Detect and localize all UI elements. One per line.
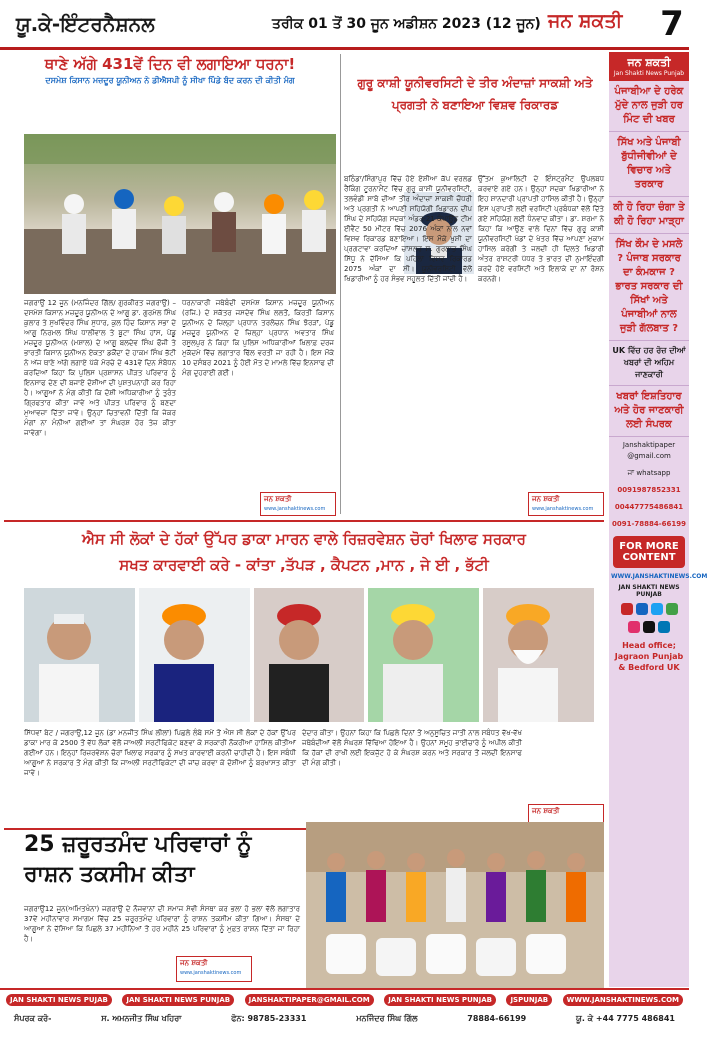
portrait-2: [139, 588, 250, 722]
sidebar-email[interactable]: Janshaktipaper @gmail.com: [622, 441, 676, 460]
portrait-5: [483, 588, 594, 722]
story2-body-col1: ਬਠਿੰਡਾ/ਸਿੰਗਾਪੁਰ ਵਿੱਚ ਹੋਏ ਏਸ਼ੀਆ ਕੱਪ ਵਰਲਡ ਰੈਂਕਿੰਗ ਟੂਰਨਾਮੈਂਟ ਵਿੱਚ ਗੁਰੂ ਕਾਸ਼ੀ ਯੂਨੀਵਰਸਿਟੀ, ਤਲਵੰਡੀ ਸਾਬੋ ਦੀਆਂ ਤੀਰ ਅੰਦਾਜ਼ਾਂ ਸਾਕਸ਼ੀ ਚੌਧਰੀ ਅਤੇ ਪ੍ਰਗਤੀ ਨੇ ਆਪਣੀ ਸਹਿਯੋਗੀ ਖਿਡਾਰਨ ਦੀਪ ਸਿੰਘ ਦੇ ਸਹਿਯੋਗ ਸਦਕਾ ਅੰਡਰ-21 ਕੰਪਾਊਂਡ ਟੀਮ ਈਵੈਂਟ 50 ਮੀਟਰ ਵਿੱਚ 2076 ਅੰਕਾਂ ਨਾਲ ਨਵਾਂ ਵਿਸ਼ਵ ਰਿਕਾਰਡ ਬਣਾਇਆ। ਇਸ ਮੌਕੇ ਖੁਸ਼ੀ ਦਾ ਪ੍ਰਗਟਾਵਾ ਕਰਦਿਆਂ ਚਾਂਸਲਰ ਸ. ਗੁਰਲਾਭ ਸਿੰਘ ਸਿੱਧੂ ਨੇ ਦੱਸਿਆ ਕਿ ਪਹਿਲਾਂ ਵਿਸ਼ਵ ਰਿਕਾਰਡ 2075 ਅੰਕਾਂ ਦਾ ਸੀ। ਯੂਨੀਵਰਸਿਟੀ ਵੱਲੋਂ ਖਿਡਾਰੀਆਂ ਨੂੰ ਹਰ ਸੰਭਵ ਸਹੂਲਤ ਦਿੱਤੀ ਜਾਂਦੀ ਹੈ।: [344, 175, 472, 283]
footer-link-2[interactable]: JAN SHAKTI NEWS PUNJAB: [122, 994, 234, 1006]
sidebar-block-4: ਸਿੱਖ ਕੌਮ ਦੇ ਮਸਲੇ ? ਪੰਜਾਬ ਸਰਕਾਰ ਦਾ ਕੰਮਕਾਜ ? ਭਾਰਤ ਸਰਕਾਰ ਦੀ ਸਿੱਖਾਂ ਅਤੇ ਪੰਜਾਬੀਆਂ ਨਾਲ ਜੁੜੀ ਗੱਲਬਾਤ ?: [609, 234, 689, 341]
portrait-4-illustration: [368, 588, 479, 722]
mini-ad-2[interactable]: [528, 492, 604, 516]
story3-subhead: ਸਖਤ ਕਾਰਵਾਈ ਕਰੇ - ਕਾਂਤਾ ,ਤੱਪੜ , ਕੈਪਟਨ ,ਮਾਨ , ਜੇ ਈ , ਭੱਟੀ: [119, 556, 489, 574]
footer-contact-label: ਸੰਪਰਕ ਕਰੋ-: [14, 1014, 52, 1023]
story1-subhead: ਦਸਮੇਸ਼ ਕਿਸਾਨ ਮਜ਼ਦੂਰ ਯੂਨੀਅਨ ਨੇ ਡੀਐਸਪੀ ਨੂੰ ਸੀਖਾ ਪਿੰਡੇ ਬੰਦ ਕਰਨ ਦੀ ਕੀਤੀ ਮੰਗ: [45, 76, 295, 85]
footer-links: [0, 990, 689, 1006]
story3-body-col2: ਦੇਦਾਰ ਕੀਤਾ। ਉਹਨਾਂ ਕਿਹਾ ਕਿ ਪਿਛਲੇ ਦਿਨਾਂ ਤੋਂ ਅਨੁਸੂਚਿਤ ਜਾਤੀ ਨਾਲ ਸਬੰਧਤ ਵੱਖ-ਵੱਖ ਜਥੇਬੰਦੀਆਂ ਵੱਲੋਂ ਸੰਘਰਸ਼ ਵਿੱਢਿਆ ਹੋਇਆ ਹੈ। ਉਹਨਾਂ ਸਮੂਹ ਭਾਈਚਾਰੇ ਨੂੰ ਅਪੀਲ ਕੀਤੀ ਕਿ ਹੱਕਾਂ ਦੀ ਰਾਖੀ ਲਈ ਇਕਜੁੱਟ ਹੋ ਕੇ ਸੰਘਰਸ਼ ਕਰਨ ਅਤੇ ਸਰਕਾਰ ਤੋਂ ਜਲਦੀ ਇਨਸਾਫ ਦੀ ਮੰਗ ਕੀਤੀ।: [302, 729, 522, 767]
page-number: 7: [660, 4, 684, 44]
footer-link-3[interactable]: JANSHAKTIPAPER@GMAIL.COM: [245, 994, 374, 1006]
story1-body-col2: ਧਰਨਾਕਾਰੀ ਜਥੇਬੰਦੀ ਦਸਮੇਸ਼ ਕਿਸਾਨ ਮਜ਼ਦੂਰ ਯੂਨੀਅਨ (ਰਜਿ.) ਦੇ ਸਕੱਤਰ ਜਸਦੇਵ ਸਿੰਘ ਲਲਤੋਂ, ਕਿਰਤੀ ਕਿਸਾਨ ਯੂਨੀਅਨ ਦੇ ਜ਼ਿਲ੍ਹਾ ਪ੍ਰਧਾਨ ਤਰਲੋਚਨ ਸਿੰਘ ਝੋਰੜਾਂ, ਪੇਂਡੂ ਮਜ਼ਦੂਰ ਯੂਨੀਅਨ ਦੇ ਜ਼ਿਲ੍ਹਾ ਪ੍ਰਧਾਨ ਅਵਤਾਰ ਸਿੰਘ ਰਸੂਲਪੁਰ ਨੇ ਕਿਹਾ ਕਿ ਪੁਲਿਸ ਅਧਿਕਾਰੀਆਂ ਖ਼ਿਲਾਫ਼ ਦਰਜ ਮੁਕੱਦਮੇ ਵਿੱਚ ਲਗਾਤਾਰ ਢਿੱਲ ਵਰਤੀ ਜਾ ਰਹੀ ਹੈ। ਇਸ ਮੌਕੇ 10 ਦਸੰਬਰ 2021 ਨੂੰ ਹੋਈ ਮੌਤ ਦੇ ਮਾਮਲੇ ਵਿੱਚ ਇਨਸਾਫ ਦੀ ਮੰਗ ਦੁਹਰਾਈ ਗਈ।: [182, 299, 334, 377]
story3-body-col1: ਸਿੱਧਵਾਂ ਬੇਟ / ਜਗਰਾਉਂ,12 ਜੂਨ (ਡਾ ਮਨਜੀਤ ਸਿੰਘ ਲੀਲਾਂ) ਪਿਛਲੇ ਲੰਬੇ ਸਮੇਂ ਤੋਂ ਐਸ ਸੀ ਲੋਕਾਂ ਦੇ ਹੱਕਾਂ ਉੱਪਰ ਡਾਕਾ ਮਾਰ ਕੇ 2500 ਤੋਂ ਵੱਧ ਲੋਕਾਂ ਵੱਲੋਂ ਜਾਅਲੀ ਸਰਟੀਫਿਕੇਟ ਬਣਵਾ ਕੇ ਸਰਕਾਰੀ ਨੌਕਰੀਆਂ ਹਾਸਿਲ ਕੀਤੀਆਂ ਗਈਆਂ ਹਨ। ਇਨ੍ਹਾਂ ਰਿਜ਼ਰਵੇਸ਼ਨ ਚੋਰਾਂ ਖਿਲਾਫ ਸਰਕਾਰ ਨੂੰ ਸਖਤ ਕਾਰਵਾਈ ਕਰਨੀ ਚਾਹੀਦੀ ਹੈ। ਇਸ ਸਬੰਧੀ ਆਗੂਆਂ ਨੇ ਸਰਕਾਰ ਤੋਂ ਮੰਗ ਕੀਤੀ ਕਿ ਜਾਅਲੀ ਸਰਟੀਫਿਕੇਟਾਂ ਦੀ ਜਾਂਚ ਕਰਵਾ ਕੇ ਦੋਸ਼ੀਆਂ ਨੂੰ ਬਰਖਾਸਤ ਕੀਤਾ ਜਾਵੇ।: [24, 729, 296, 777]
story2-header: [344, 72, 606, 128]
footer-link-1[interactable]: JAN SHAKTI NEWS PUJAB: [6, 994, 112, 1006]
footer-phone-india[interactable]: ਫੋਨ: 98785-23331: [231, 1014, 307, 1023]
story3-header: [4, 526, 604, 582]
sidebar-block-1: ਪੰਜਾਬੀਆ ਦੇ ਹਰੇਕ ਮੁੱਦੇ ਨਾਲ ਜੁੜੀ ਹਰ ਮਿੰਟ ਦੀ ਖਬਰ: [609, 81, 689, 132]
mini-ad-2-site: www.janshaktinews.com: [532, 506, 594, 512]
story4-body: ਜਗਰਾਉਂ12 ਜੂਨ(ਅਮਿਤਖੰਨਾ) ਜਗਰਾਉਂ ਦੇ ਨੌਜਵਾਨਾਂ ਦੀ ਸਮਾਜ ਸੇਵੀ ਸੰਸਥਾ ਕਰ ਭਲਾ ਹੋ ਭਲਾ ਵੱਲੋਂ ਲਗਾਤਾਰ 37ਵੇਂ ਮਹੀਨਾਵਾਰ ਸਮਾਗਮ ਵਿੱਚ 25 ਜ਼ਰੂਰਤਮੰਦ ਪਰਿਵਾਰਾਂ ਨੂੰ ਰਾਸ਼ਨ ਤਕਸੀਮ ਕੀਤਾ ਗਿਆ। ਸੰਸਥਾ ਦੇ ਆਗੂਆਂ ਨੇ ਦੱਸਿਆ ਕਿ ਪਿਛਲੇ 37 ਮਹੀਨਿਆਂ ਤੋਂ ਹਰ ਮਹੀਨੇ 25 ਪਰਿਵਾਰਾਂ ਨੂੰ ਮੁਫ਼ਤ ਰਾਸ਼ਨ ਦਿੱਤਾ ਜਾ ਰਿਹਾ ਹੈ।: [24, 905, 300, 943]
footer-link-5[interactable]: JSPUNJAB: [506, 994, 552, 1006]
story1-body-col1: ਜਗਰਾਉਂ 12 ਜੂਨ (ਮਨਜਿੰਦਰ ਗਿੱਲ/ ਗੁਰਕੀਰਤ ਜਗਰਾਉਂ) – ਦਸਮੇਸ਼ ਕਿਸਾਨ ਮਜ਼ਦੂਰ ਯੂਨੀਅਨ ਦੇ ਆਗੂ ਡਾ. ਗੁਰਮੇਲ ਸਿੰਘ ਕੁਲਾਰ ਤੇ ਸੁਖਵਿੰਦਰ ਸਿੰਘ ਸੁਧਾਰ, ਕੁਲ ਹਿੰਦ ਕਿਸਾਨ ਸਭਾ ਦੇ ਆਗੂ ਨਿਰਮਲ ਸਿੰਘ ਧਾਲੀਵਾਲ ਤੇ ਬੂਟਾ ਸਿੰਘ ਹਾਂਸ, ਪੇਂਡੂ ਮਜ਼ਦੂਰ ਯੂਨੀਅਨ (ਮਸ਼ਾਲ) ਦੇ ਆਗੂ ਬਲਦੇਵ ਸਿੰਘ ਫੌਜੀ ਤੇ ਭਾਰਤੀ ਕਿਸਾਨ ਯੂਨੀਅਨ ਏਕਤਾ ਡਕੌਂਦਾ ਦੇ ਹਾਕਮ ਸਿੰਘ ਭੱਟੀ ਨੇ ਅੱਜ ਥਾਣੇ ਅੱਗੇ ਲਗਾਏ ਪੱਕੇ ਮੋਰਚੇ ਦੇ 431ਵੇਂ ਦਿਨ ਸੰਬੋਧਨ ਕਰਦਿਆਂ ਕਿਹਾ ਕਿ ਪੁਲਿਸ ਪ੍ਰਸ਼ਾਸਨ ਪੀੜਤ ਪਰਿਵਾਰ ਨੂੰ ਇਨਸਾਫ ਦੇਣ ਦੀ ਬਜਾਏ ਦੋਸ਼ੀਆਂ ਦੀ ਪੁਸ਼ਤਪਨਾਹੀ ਕਰ ਰਿਹਾ ਹੈ। ਆਗੂਆਂ ਨੇ ਮੰਗ ਕੀਤੀ ਕਿ ਦੋਸ਼ੀ ਅਧਿਕਾਰੀਆਂ ਨੂੰ ਤੁਰੰਤ ਗ੍ਰਿਫਤਾਰ ਕੀਤਾ ਜਾਵੇ ਅਤੇ ਪੀੜਤ ਪਰਿਵਾਰ ਨੂੰ ਬਣਦਾ ਮੁਆਵਜ਼ਾ ਦਿੱਤਾ ਜਾਵੇ। ਉਨ੍ਹਾਂ ਚਿਤਾਵਨੀ ਦਿੱਤੀ ਕਿ ਜੇਕਰ ਮੰਗਾਂ ਨਾ ਮੰਨੀਆਂ ਗਈਆਂ ਤਾਂ ਸੰਘਰਸ਼ ਹੋਰ ਤੇਜ਼ ਕੀਤਾ ਜਾਵੇਗਾ।: [24, 299, 176, 437]
edition-date: ਤਰੀਕ 01 ਤੋਂ 30 ਜੂਨ ਅਡੀਸ਼ਨ 2023 (12 ਜੂਨ): [272, 16, 541, 32]
footer-contacts: [0, 1006, 689, 1024]
main-content: [0, 52, 607, 987]
linkedin-icon[interactable]: [658, 621, 670, 633]
story4-photo: [306, 822, 604, 988]
twitter-icon[interactable]: [651, 603, 663, 615]
footer-phone-india-2[interactable]: 78884-66199: [467, 1014, 527, 1023]
story2-body-col2: ਉੱਤਮ ਕੁਆਲਿਟੀ ਦੇ ਇੰਸਟ੍ਰਮੈਂਟ ਉਪਲਬਧ ਕਰਵਾਏ ਗਏ ਹਨ। ਉਨ੍ਹਾਂ ਸਦਕਾ ਖਿਡਾਰੀਆਂ ਨੇ ਇਹ ਸ਼ਾਨਦਾਰੀ ਪ੍ਰਾਪਤੀ ਹਾਸਿਲ ਕੀਤੀ ਹੈ। ਉਨ੍ਹਾਂ ਇਸ ਪ੍ਰਾਪਤੀ ਲਈ ਵਰਸਿਟੀ ਪ੍ਰਬੰਧਕਾਂ ਵੱਲੋਂ ਦਿੱਤੇ ਗਏ ਸਹਿਯੋਗ ਲਈ ਧੰਨਵਾਦ ਕੀਤਾ। ਡਾ. ਸ਼ਰਮਾ ਨੇ ਕਿਹਾ ਕਿ ਆਉਣ ਵਾਲੇ ਦਿਨਾਂ ਵਿੱਚ ਗੁਰੂ ਕਾਸ਼ੀ ਯੂਨੀਵਰਸਿਟੀ ਖੇਡਾਂ ਦੇ ਖੇਤਰ ਵਿੱਚ ਆਪਣਾ ਮੁਕਾਮ ਹਾਸਿਲ ਕਰੇਗੀ ਤੇ ਜਲਦੀ ਹੀ ਦਿਲਤੇ ਖਿਡਾਰੀ ਅੰਤਰ ਰਾਸ਼ਟਰੀ ਪੱਧਰ ਤੇ ਭਾਰਤ ਦੀ ਨੁਮਾਇੰਦਗੀ ਕਰਦੇ ਹੋਏ ਵਰਸਿਟੀ ਅਤੇ ਇਲਾਕੇ ਦਾ ਨਾਂ ਰੋਸ਼ਨ ਕਰਨਗੇ।: [478, 175, 604, 283]
sidebar-head-office: Head office; Jagraon Punjab & Bedford UK: [614, 641, 684, 672]
ration-distribution-illustration: [306, 822, 604, 988]
mini-ad-1-logo: ਜਨ ਸ਼ਕਤੀ: [264, 495, 292, 503]
facebook-icon[interactable]: [636, 603, 648, 615]
footer-editor: ਸ. ਅਮਨਜੀਤ ਸਿੰਘ ਖਹਿਰਾ: [101, 1014, 182, 1023]
story3-headline: ਐਸ ਸੀ ਲੋਕਾਂ ਦੇ ਹੱਕਾਂ ਉੱਪਰ ਡਾਕਾ ਮਾਰਨ ਵਾਲੇ ਰਿਜ਼ਰਵੇਸ਼ਨ ਚੋਰਾਂ ਖਿਲਾਫ ਸਰਕਾਰ: [82, 530, 526, 548]
social-icon-row-2: [609, 618, 689, 636]
mini-ad-4-site: www.janshaktinews.com: [180, 970, 242, 976]
youtube-icon[interactable]: [621, 603, 633, 615]
mini-ad-4[interactable]: [176, 956, 252, 982]
page-header: [0, 0, 689, 50]
sidebar-block-2: ਸਿੱਖ ਅਤੇ ਪੰਜਾਬੀ ਬੁੱਧੀਜੀਵੀਆਂ ਦੇ ਵਿਚਾਰ ਅਤੇ ਤਰਕਾਰ: [609, 132, 689, 197]
whatsapp-icon[interactable]: [666, 603, 678, 615]
section-title: ਯੂ.ਕੇ-ਇੰਟਰਨੈਸ਼ਨਲ: [16, 12, 155, 36]
protest-photo-illustration: [24, 134, 336, 294]
footer-link-4[interactable]: JAN SHAKTI NEWS PUNJAB: [384, 994, 496, 1006]
portrait-1-illustration: [24, 588, 135, 722]
story3-photo-row: [24, 588, 594, 722]
footer-link-6[interactable]: WWW.JANSHAKTINEWS.COM: [563, 994, 683, 1006]
masthead-logo: ਜਨ ਸ਼ਕਤੀ: [548, 10, 623, 32]
sidebar-logo-text: ਜਨ ਸ਼ਕਤੀ: [627, 56, 671, 69]
mini-ad-1[interactable]: [260, 492, 336, 516]
sidebar-phone-3[interactable]: 0091-78884-66199: [612, 520, 686, 528]
sidebar-website-link[interactable]: WWW.JANSHAKTINEWS.COM: [611, 573, 707, 580]
story1-header: [4, 54, 336, 94]
footer-editor-2: ਮਨਜਿੰਦਰ ਸਿੰਘ ਗਿੱਲ: [356, 1014, 418, 1023]
portrait-3-illustration: [254, 588, 365, 722]
more-content-button[interactable]: FOR MORE CONTENT: [613, 536, 685, 568]
portrait-5-illustration: [483, 588, 594, 722]
sidebar-block-5: UK ਵਿੱਚ ਹਰ ਰੋਜ਼ ਦੀਆਂ ਖਬਰਾਂ ਦੀ ਅਹਿਮ ਜਾਣਕਾਰੀ: [609, 341, 689, 386]
story-divider-1: [4, 520, 604, 522]
page-footer: [0, 988, 689, 1043]
mini-ad-1-site: www.janshaktinews.com: [264, 506, 326, 512]
portrait-4: [368, 588, 479, 722]
story4-headline: 25 ਜ਼ਰੂਰਤਮੰਦ ਪਰਿਵਾਰਾਂ ਨੂੰ ਰਾਸ਼ਨ ਤਕਸੀਮ ਕੀਤਾ: [24, 832, 252, 887]
portrait-1: [24, 588, 135, 722]
story1-photo: [24, 134, 336, 294]
mini-ad-2-logo: ਜਨ ਸ਼ਕਤੀ: [532, 495, 560, 503]
sidebar-logo: [609, 52, 689, 81]
footer-phone-uk[interactable]: ਯੂ. ਕੇ +44 7775 486841: [575, 1014, 675, 1023]
mini-ad-3-logo: ਜਨ ਸ਼ਕਤੀ: [532, 807, 560, 815]
sidebar-whatsapp-label: ਜਾਂ whatsapp: [627, 469, 671, 477]
instagram-icon[interactable]: [628, 621, 640, 633]
portrait-2-illustration: [139, 588, 250, 722]
sidebar-block-3: ਕੀ ਹੋ ਰਿਹਾ ਚੰਗਾ ਤੇ ਕੀ ਹੋ ਰਿਹਾ ਮਾੜ੍ਹਾ: [609, 197, 689, 234]
column-divider: [340, 54, 341, 514]
sidebar-phone-2[interactable]: 00447775486841: [614, 503, 684, 511]
story1-headline: ਥਾਣੇ ਅੱਗੇ 431ਵੇਂ ਦਿਨ ਵੀ ਲਗਾਇਆ ਧਰਨਾ!: [44, 55, 296, 73]
right-sidebar: [609, 52, 707, 987]
portrait-3: [254, 588, 365, 722]
sidebar-block-6: ਖਬਰਾਂ ਇਸ਼ਤਿਹਾਰ ਅਤੇ ਹੋਰ ਜਾਣਕਾਰੀ ਲਈ ਸੰਪਰਕ: [609, 386, 689, 437]
sidebar-logo-sub: Jan Shakti News Punjab: [613, 70, 685, 77]
sidebar-social-label: JAN SHAKTI NEWS PUNJAB: [618, 584, 680, 598]
story2-headline: ਗੁਰੂ ਕਾਸ਼ੀ ਯੂਨੀਵਰਸਿਟੀ ਦੇ ਤੀਰ ਅੰਦਾਜ਼ਾਂ ਸਾਕਸ਼ੀ ਅਤੇ ਪ੍ਰਗਤੀ ਨੇ ਬਣਾਇਆ ਵਿਸ਼ਵ ਰਿਕਾਰਡ: [357, 76, 593, 112]
tiktok-icon[interactable]: [643, 621, 655, 633]
mini-ad-4-logo: ਜਨ ਸ਼ਕਤੀ: [180, 959, 208, 967]
social-icon-row: [609, 600, 689, 618]
sidebar-phone-1[interactable]: 0091987852331: [617, 486, 681, 494]
